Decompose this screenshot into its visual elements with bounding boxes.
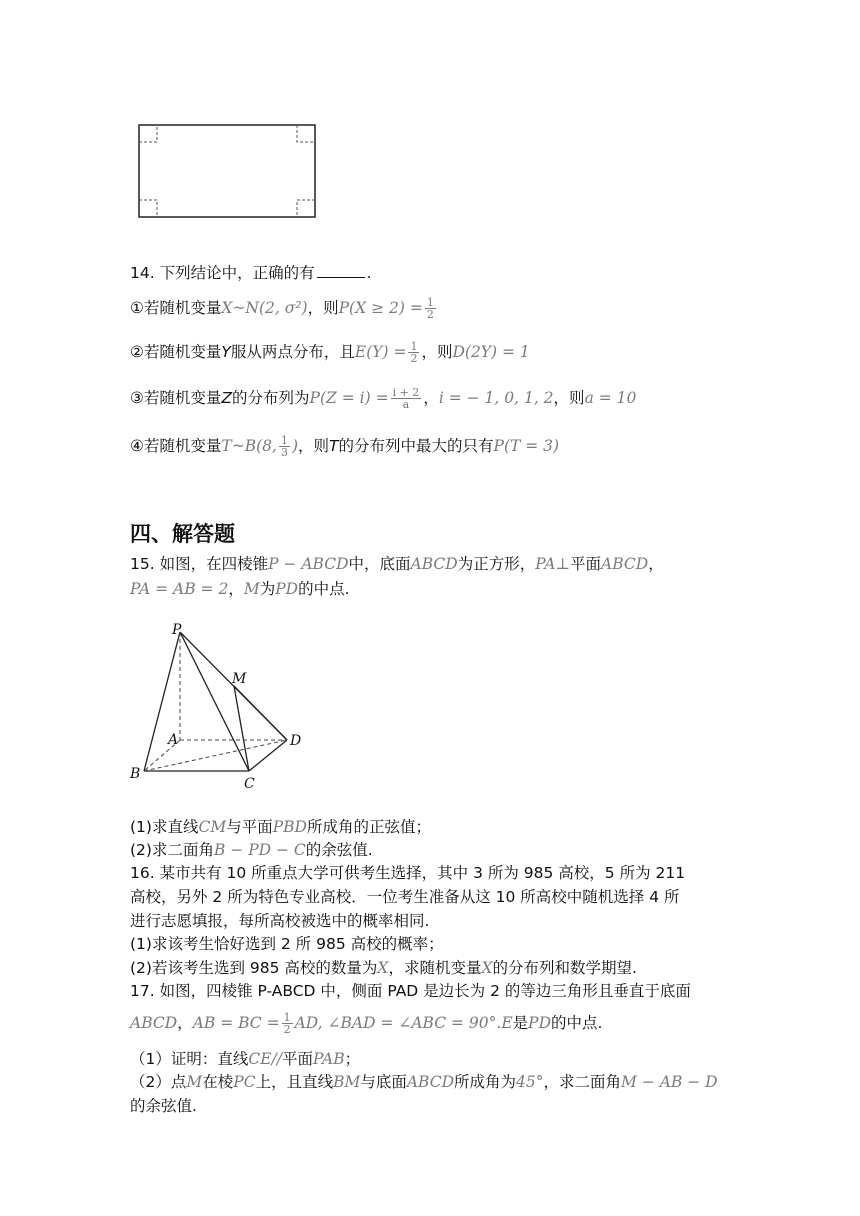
q15-sub-2: (2)求二面角B − PD − C的余弦值.: [130, 841, 373, 859]
pyramid-figure: [128, 618, 308, 793]
q16-line-3: 进行志愿填报，每所高校被选中的概率相同.: [130, 912, 430, 930]
section-title: 四、解答题: [130, 522, 235, 546]
q17-line-1: 17. 如图，四棱锥 P-ABCD 中，侧面 PAD 是边长为 2 的等边三角形且垂直于底面: [130, 982, 691, 1000]
label-a: A: [168, 732, 179, 748]
label-d: D: [290, 733, 302, 749]
q14-option-2: ②若随机变量Y服从两点分布，且E(Y) = $\frac{1}{2}$ ，则D(2Y) = 1: [130, 340, 530, 365]
q17-sub-1: （1）证明：直线CE//平面PAB；: [130, 1050, 361, 1068]
label-m: M: [232, 671, 247, 687]
q14-stem: 14. 下列结论中，正确的有 .: [130, 264, 372, 282]
label-c: C: [244, 776, 255, 792]
rectangle-figure: [136, 122, 318, 220]
q14-option-4: ④若随机变量T~B(8, $\frac{1}{3}$ )，则T的分布列中最大的只有P(T = 3): [130, 434, 560, 459]
q17-sub-2: （2）点M在棱PC上，且直线BM与底面ABCD所成角为45°，求二面角M − AB − D: [130, 1073, 718, 1091]
q14-option-1: ①若随机变量X~N(2, σ²)，则P(X ≥ 2) = $\frac{1}{2}$: [130, 296, 434, 321]
q17-line-2: ABCD，AB = BC = $\frac{1}{2}$ AD, ∠BAD = ∠ABC = 90°.E是PD的中点.: [130, 1011, 603, 1036]
q16-line-2: 高校，另外 2 所为特色专业高校．一位考生准备从这 10 所高校中随机选择 4 所: [130, 888, 680, 906]
q15-line-1: 15. 如图，在四棱锥P − ABCD中，底面ABCD为正方形，PA⊥平面ABCD，: [130, 555, 664, 573]
q15-sub-1: (1)求直线CM与平面PBD所成角的正弦值；: [130, 818, 431, 836]
q14-option-3: ③若随机变量Z的分布列为P(Z = i) = $\frac{i + 2}{a}$ ，i = − 1, 0, 1, 2，则a = 10: [130, 386, 637, 411]
q17-sub-2-cont: 的余弦值.: [130, 1097, 197, 1115]
label-p: P: [172, 622, 182, 638]
label-b: B: [130, 766, 141, 782]
q15-line-2: PA = AB = 2，M为PD的中点.: [130, 580, 350, 598]
q16-sub-2: (2)若该考生选到 985 高校的数量为X，求随机变量X的分布列和数学期望.: [130, 959, 637, 977]
q16-line-1: 16. 某市共有 10 所重点大学可供考生选择，其中 3 所为 985 高校，5 所为 211: [130, 864, 686, 882]
answer-blank[interactable]: [317, 277, 365, 278]
q16-sub-1: (1)求该考生恰好选到 2 所 985 高校的概率；: [130, 935, 444, 953]
